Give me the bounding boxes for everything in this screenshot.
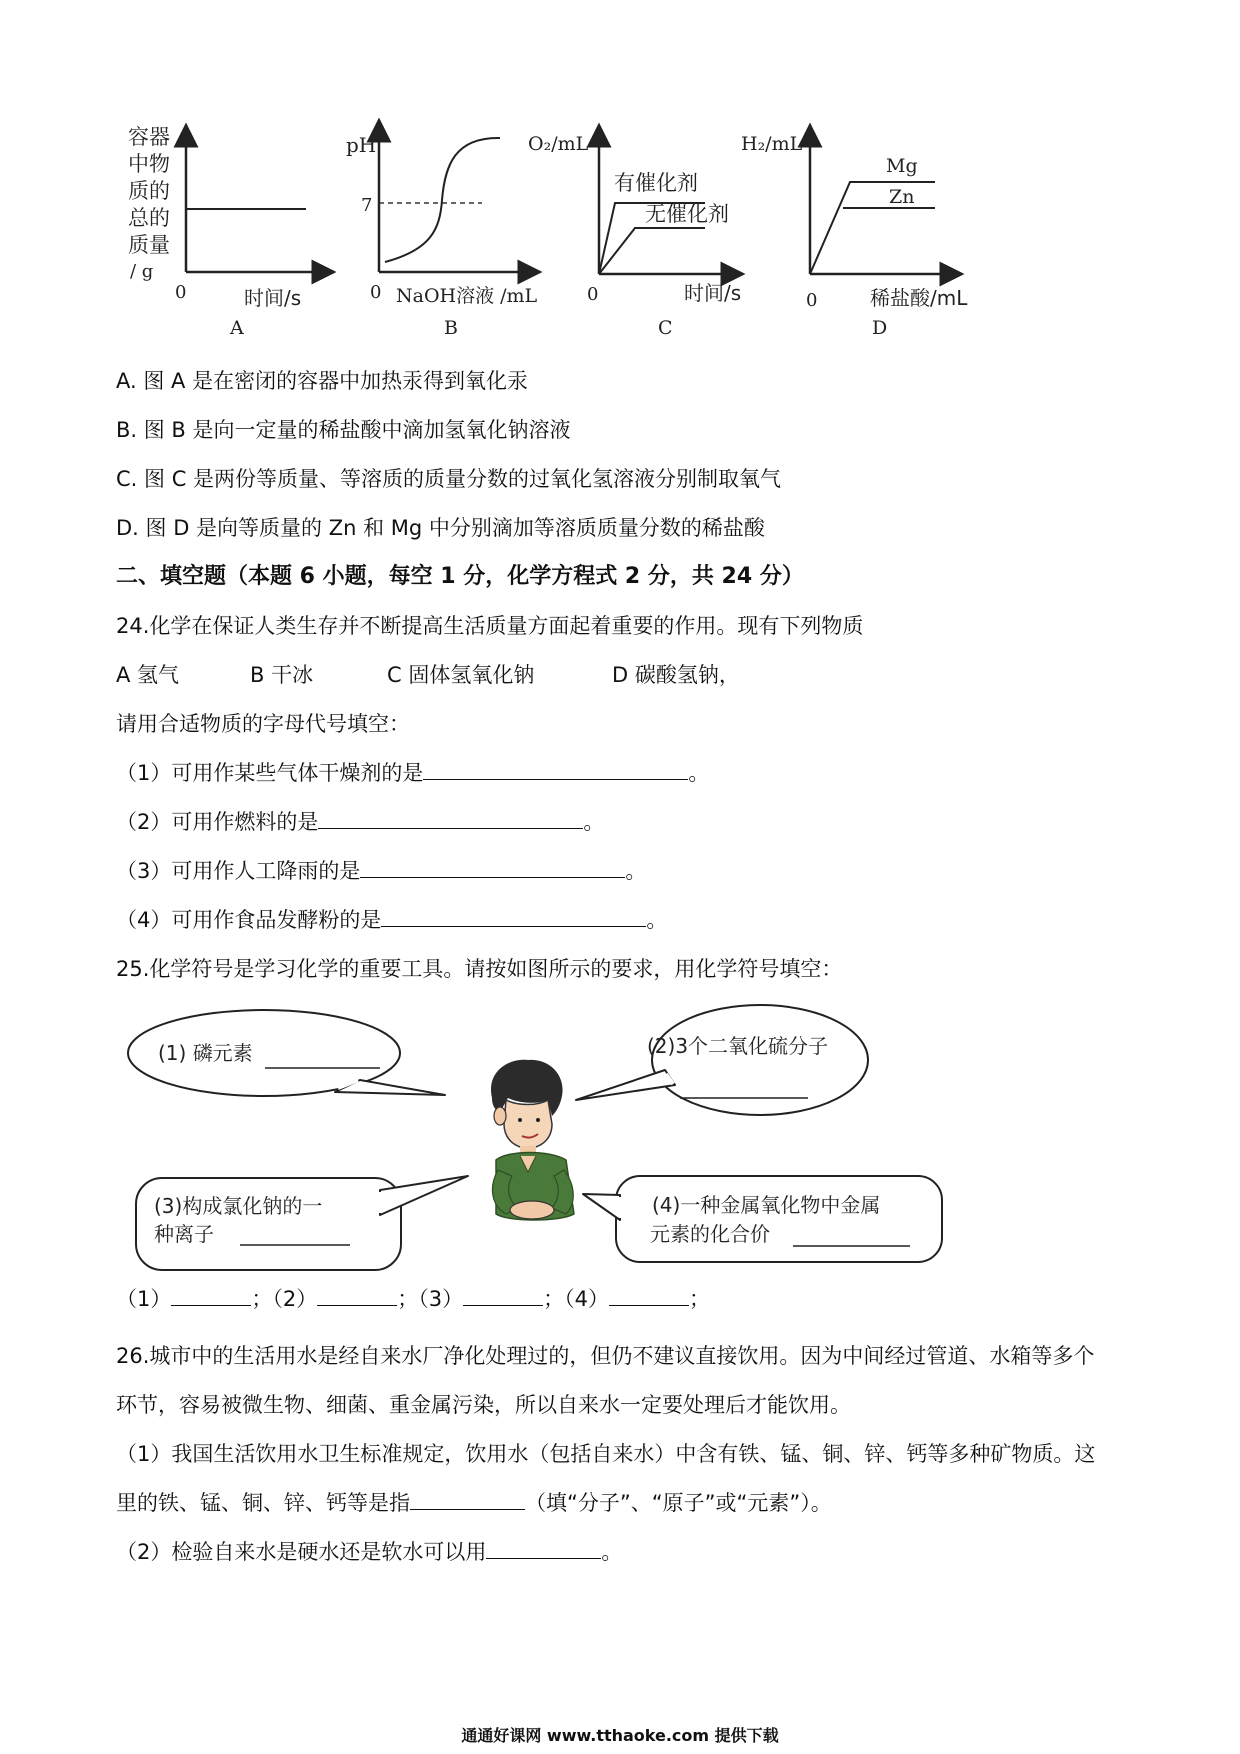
graph-c-origin: 0 — [587, 284, 599, 305]
q26-item-2-pre: （2）检验自来水是硬水还是软水可以用 — [116, 1540, 487, 1564]
q26-item-1-post: （填“分子”、“原子”或“元素”）。 — [525, 1491, 832, 1515]
bubble-4-text-2: 元素的化合价 — [650, 1222, 770, 1246]
q25-label-4: ；（4） — [543, 1287, 609, 1311]
graph-c-label-without: 无催化剂 — [645, 202, 729, 226]
q25-label-5: ； — [689, 1287, 710, 1311]
q24-item-3-text: （3）可用作人工降雨的是 — [116, 859, 361, 883]
option-b: B. 图 B 是向一定量的稀盐酸中滴加氢氧化钠溶液 — [116, 418, 571, 442]
option-c: C. 图 C 是两份等质量、等溶质的质量分数的过氧化氢溶液分别制取氧气 — [116, 467, 782, 491]
graph-b-ylabel: pH — [346, 133, 377, 157]
q24-item-4-blank[interactable] — [381, 906, 646, 927]
page-footer: 通通好课网 www.tthaoke.com 提供下载 — [461, 1726, 779, 1745]
graph-c-label-with: 有催化剂 — [614, 171, 698, 195]
q26-item-1-pre: 里的铁、锰、铜、锌、钙等是指 — [116, 1491, 410, 1515]
graph-b-origin: 0 — [370, 282, 382, 303]
q24-item-2-text: （2）可用作燃料的是 — [116, 810, 319, 834]
q26-item-2 — [116, 1538, 622, 1566]
speech-bubble-4 — [583, 1176, 942, 1262]
bubble-4-text-1: (4)一种金属氧化物中金属 — [652, 1193, 881, 1217]
q25-blank-4[interactable] — [609, 1285, 689, 1306]
bubble-3-text-2: 种离子 — [154, 1222, 214, 1246]
bubble-3-text-1: (3)构成氯化钠的一 — [154, 1194, 323, 1218]
q25-answer-line — [116, 1285, 710, 1313]
speech-bubble-3 — [136, 1176, 468, 1270]
graph-c-line-without-catalyst — [599, 228, 705, 274]
q24-item-1 — [116, 759, 709, 787]
graph-c-caption: C — [658, 317, 673, 339]
graph-d-caption: D — [872, 317, 888, 339]
q24-choice-d: D 碳酸氢钠， — [612, 663, 740, 687]
q24-instruction: 请用合适物质的字母代号填空： — [116, 712, 410, 736]
graph-a-xlabel: 时间/s — [244, 286, 302, 310]
q24-item-2 — [116, 808, 604, 836]
q24-item-2-blank[interactable] — [318, 808, 583, 829]
q24-item-3-blank[interactable] — [360, 857, 625, 878]
q25-stem: 25.化学符号是学习化学的重要工具。请按如图所示的要求，用化学符号填空： — [116, 957, 843, 981]
graph-c-xlabel: 时间/s — [684, 281, 742, 305]
q26-item-1-blank[interactable] — [410, 1489, 525, 1510]
graph-a-ylabel-5: 质量 — [128, 233, 170, 257]
graph-d-line-mg — [810, 182, 935, 274]
q24-choice-c: C 固体氢氧化钠 — [387, 663, 535, 687]
graph-a-caption: A — [230, 317, 244, 339]
q26-stem-2: 环节，容易被微生物、细菌、重金属污染，所以自来水一定要处理后才能饮用。 — [116, 1393, 851, 1417]
q24-item-1-blank[interactable] — [423, 759, 688, 780]
graph-a-ylabel-2: 中物 — [128, 152, 170, 176]
q25-label-1: （1） — [116, 1287, 172, 1311]
option-d: D. 图 D 是向等质量的 Zn 和 Mg 中分别滴加等溶质质量分数的稀盐酸 — [116, 516, 765, 540]
section-title: 二、填空题（本题 6 小题，每空 1 分，化学方程式 2 分，共 24 分） — [116, 564, 804, 589]
option-a: A. 图 A 是在密闭的容器中加热汞得到氧化汞 — [116, 369, 529, 393]
graph-a-ylabel-1: 容器 — [128, 125, 170, 149]
graph-a-ylabel-4: 总的 — [128, 206, 170, 230]
graph-d-label-mg: Mg — [886, 155, 918, 177]
graph-d-xlabel: 稀盐酸/mL — [870, 286, 968, 310]
speech-bubble-1 — [128, 1010, 445, 1096]
bubble-1-text: (1) 磷元素 — [158, 1041, 253, 1065]
graph-d-origin: 0 — [806, 290, 818, 311]
q24-item-4-text: （4）可用作食品发酵粉的是 — [116, 908, 382, 932]
graph-c-ylabel: O₂/mL — [528, 133, 589, 155]
graph-d-ylabel: H₂/mL — [741, 133, 803, 155]
graph-a-origin: 0 — [175, 282, 187, 303]
q24-item-3 — [116, 857, 646, 885]
q26-stem-1: 26.城市中的生活用水是经自来水厂净化处理过的，但仍不建议直接饮用。因为中间经过管道、水箱等多个 — [116, 1344, 1095, 1368]
graph-b-caption: B — [444, 317, 458, 339]
q24-item-4 — [116, 906, 667, 934]
bubble-2-text: (2)3个二氧化硫分子 — [647, 1034, 829, 1058]
q24-item-1-end: 。 — [688, 761, 710, 785]
q24-stem: 24.化学在保证人类生存并不断提高生活质量方面起着重要的作用。现有下列物质 — [116, 614, 864, 638]
q25-figure — [0, 1000, 1240, 1280]
q24-choice-a: A 氢气 — [116, 663, 180, 687]
graph-c — [528, 125, 743, 339]
boy-illustration — [491, 1060, 574, 1220]
graph-b-xlabel: NaOH溶液 /mL — [396, 285, 538, 307]
q24-item-4-end: 。 — [646, 908, 668, 932]
q26-item-2-blank[interactable] — [486, 1538, 601, 1559]
q24-item-3-end: 。 — [625, 859, 647, 883]
graph-d-label-zn: Zn — [889, 186, 915, 208]
q24-choice-b: B 干冰 — [250, 663, 314, 687]
q26-item-1-line-1: （1）我国生活饮用水卫生标准规定，饮用水（包括自来水）中含有铁、锰、铜、锌、钙等多种矿物质。这 — [116, 1442, 1096, 1466]
q25-blank-1[interactable] — [171, 1285, 251, 1306]
graph-a — [128, 125, 334, 339]
q25-label-2: ；（2） — [251, 1287, 318, 1311]
speech-bubble-2 — [576, 1005, 868, 1115]
q25-blank-3[interactable] — [463, 1285, 543, 1306]
graph-b-tick-7: 7 — [361, 195, 373, 216]
q25-label-3: ；（3） — [397, 1287, 464, 1311]
graph-a-ylabel-6: / g — [130, 261, 154, 282]
q26-item-1-line-2 — [116, 1489, 832, 1517]
graph-b — [346, 120, 540, 339]
q26-item-2-post: 。 — [601, 1540, 623, 1564]
graph-d — [741, 125, 968, 339]
graph-b-curve — [385, 138, 500, 262]
q24-item-2-end: 。 — [583, 810, 605, 834]
graph-a-ylabel-3: 质的 — [128, 179, 170, 203]
q25-blank-2[interactable] — [317, 1285, 397, 1306]
graphs-figure — [0, 0, 1240, 340]
q24-item-1-text: （1）可用作某些气体干燥剂的是 — [116, 761, 424, 785]
